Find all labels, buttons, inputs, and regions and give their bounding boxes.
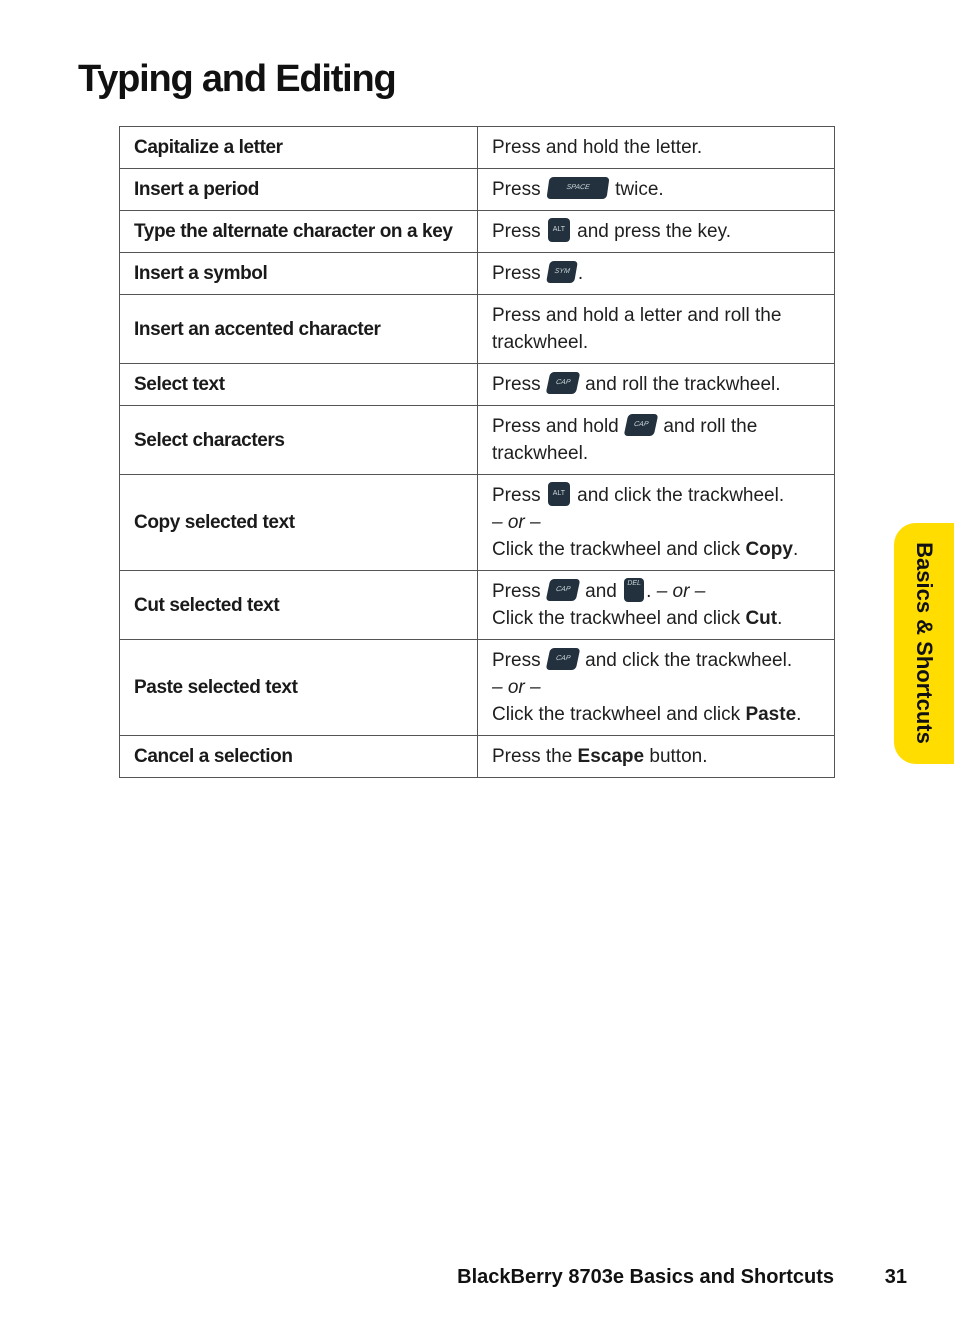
action-cell: Capitalize a letter xyxy=(120,127,478,169)
footer-title: BlackBerry 8703e Basics and Shortcuts xyxy=(457,1266,834,1288)
action-cell: Cancel a selection xyxy=(120,736,478,778)
table-row xyxy=(120,211,835,253)
cap-key-icon: CAP xyxy=(546,648,581,670)
action-cell: Cut selected text xyxy=(120,571,478,640)
table-row xyxy=(120,127,835,169)
del-key-icon: DEL xyxy=(624,578,644,602)
instruction-cell: Press CAP and DEL . – or – Click the trackwheel and click Cut. xyxy=(478,571,835,640)
instruction-cell: Press CAP and click the trackwheel. – or – Click the trackwheel and click Paste. xyxy=(478,640,835,736)
table-row xyxy=(120,169,835,211)
instruction-cell: Press and hold a letter and roll the trackwheel. xyxy=(478,295,835,364)
table-row xyxy=(120,406,835,475)
action-cell: Select characters xyxy=(120,406,478,475)
page-number: 31 xyxy=(884,1266,907,1288)
table-row xyxy=(120,640,835,736)
action-cell: Type the alternate character on a key xyxy=(120,211,478,253)
alt-key-icon: ALT xyxy=(548,482,570,506)
instruction-cell: Press and hold the letter. xyxy=(478,127,835,169)
instruction-cell: Press the Escape button. xyxy=(478,736,835,778)
instruction-cell: Press SYM . xyxy=(478,253,835,295)
action-cell: Insert a symbol xyxy=(120,253,478,295)
typing-editing-table xyxy=(119,126,835,778)
section-tab-label: Basics & Shortcuts xyxy=(912,542,937,744)
table-row xyxy=(120,571,835,640)
action-cell: Paste selected text xyxy=(120,640,478,736)
cap-key-icon: CAP xyxy=(546,579,581,601)
table-row xyxy=(120,364,835,406)
instruction-cell: Press and hold CAP and roll the trackwheel. xyxy=(478,406,835,475)
section-tab xyxy=(894,523,954,764)
space-key-icon: SPACE xyxy=(546,177,609,199)
page-title: Typing and Editing xyxy=(78,58,396,100)
table-row xyxy=(120,295,835,364)
instruction-cell: Press CAP and roll the trackwheel. xyxy=(478,364,835,406)
action-cell: Copy selected text xyxy=(120,475,478,571)
instruction-cell: Press ALT and click the trackwheel. – or – Click the trackwheel and click Copy. xyxy=(478,475,835,571)
alt-key-icon: ALT xyxy=(548,218,570,242)
table-row xyxy=(120,475,835,571)
action-cell: Select text xyxy=(120,364,478,406)
sym-key-icon: SYM xyxy=(546,261,578,283)
action-cell: Insert an accented character xyxy=(120,295,478,364)
instruction-cell: Press SPACE twice. xyxy=(478,169,835,211)
cap-key-icon: CAP xyxy=(624,414,659,436)
action-cell: Insert a period xyxy=(120,169,478,211)
cap-key-icon: CAP xyxy=(546,372,581,394)
table-row xyxy=(120,253,835,295)
table-row xyxy=(120,736,835,778)
instruction-cell: Press ALT and press the key. xyxy=(478,211,835,253)
